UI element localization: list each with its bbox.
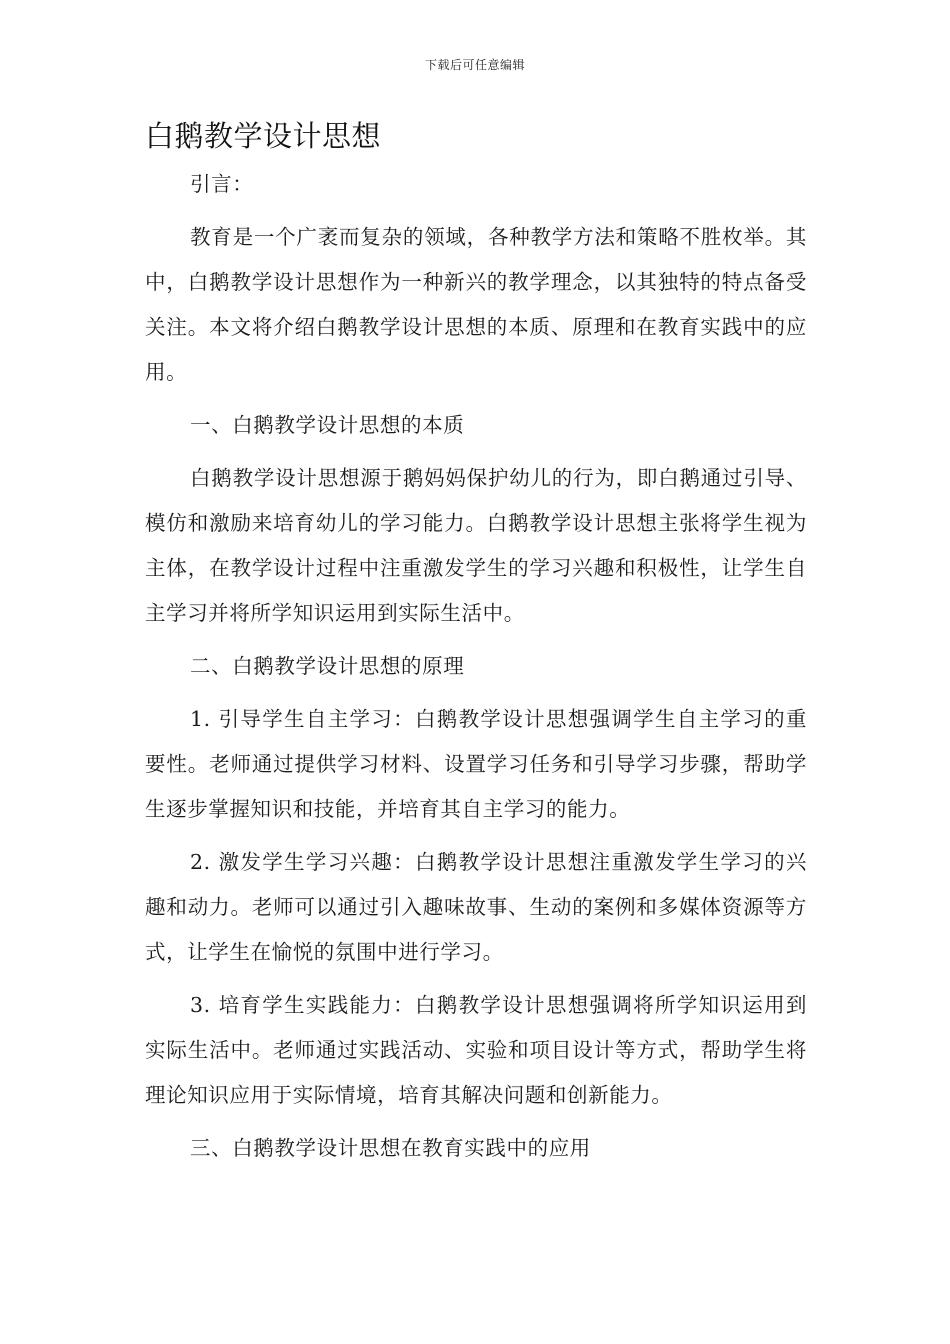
header-note: 下载后可任意编辑 <box>424 58 525 72</box>
intro-label: 引言： <box>190 172 254 196</box>
section-heading-2: 二、白鹅教学设计思想的原理 <box>190 654 465 678</box>
principle-item-1: 1. 引导学生自主学习：白鹅教学设计思想强调学生自主学习的重要性。老师通过提供学习材料、设置学习任务和引导学习步骤，帮助学生逐步掌握知识和技能，并培育其自主学习的能力。 <box>145 707 807 821</box>
paragraph-intro: 教育是一个广袤而复杂的领域，各种教学方法和策略不胜枚举。其中，白鹅教学设计思想作为一种新兴的教学理念，以其独特的特点备受关注。本文将介绍白鹅教学设计思想的本质、原理和在教育实践中的应用。 <box>145 225 807 384</box>
principle-item-3: 3. 培育学生实践能力：白鹅教学设计思想强调将所学知识运用到实际生活中。老师通过实践活动、实验和项目设计等方式，帮助学生将理论知识应用于实际情境，培育其解决问题和创新能力。 <box>145 993 807 1107</box>
document-body <box>145 162 807 1179</box>
paragraph-essence: 白鹅教学设计思想源于鹅妈妈保护幼儿的行为，即白鹅通过引导、模仿和激励来培育幼儿的学习能力。白鹅教学设计思想主张将学生视为主体，在教学设计过程中注重激发学生的学习兴趣和积极性，让学生自主学习并将所学知识运用到实际生活中。 <box>145 466 807 625</box>
section-heading-1: 一、白鹅教学设计思想的本质 <box>190 413 465 437</box>
document-title: 白鹅教学设计思想 <box>145 119 382 153</box>
section-heading-3: 三、白鹅教学设计思想在教育实践中的应用 <box>190 1136 591 1160</box>
principle-item-2: 2. 激发学生学习兴趣：白鹅教学设计思想注重激发学生学习的兴趣和动力。老师可以通过引入趣味故事、生动的案例和多媒体资源等方式，让学生在愉悦的氛围中进行学习。 <box>145 850 807 964</box>
